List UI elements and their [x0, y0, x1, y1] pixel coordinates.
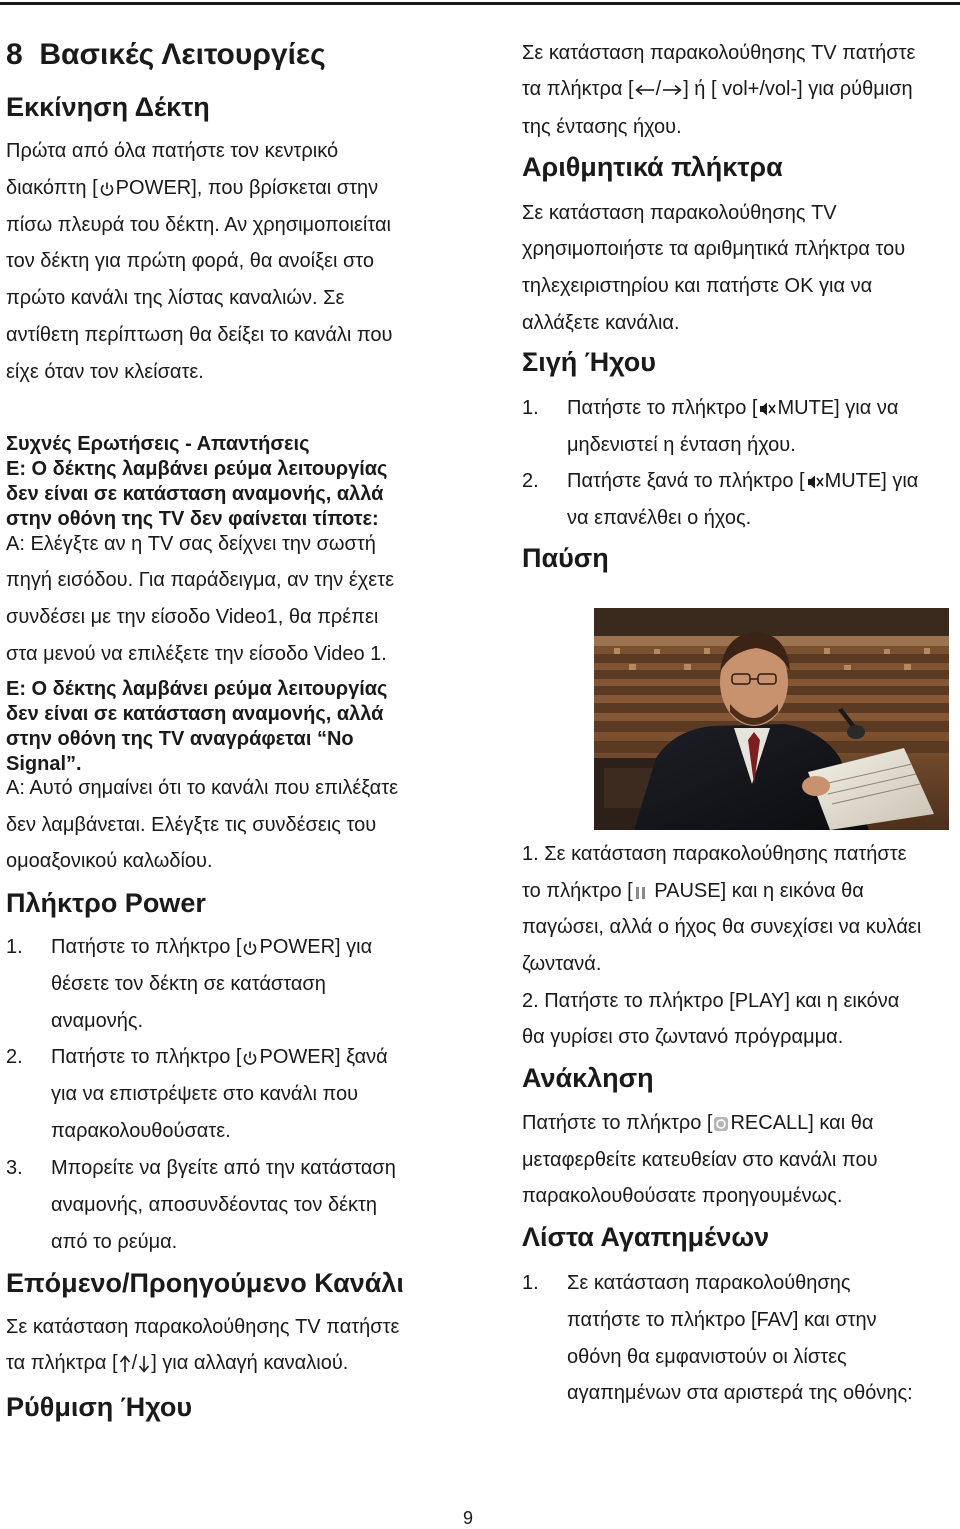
mute-item-2-line-2: να επανέλθει ο ήχος.	[567, 507, 752, 529]
faq-q1-line-3: στην οθόνη της TV δεν φαίνεται τίποτε:	[6, 508, 379, 530]
power-heading: Πλήκτρο Power	[6, 888, 206, 918]
recall-icon	[713, 1116, 729, 1132]
faq-q2-line-3: στην οθόνη της TV αναγράφεται “No	[6, 728, 354, 750]
startup-heading: Εκκίνηση Δέκτη	[6, 92, 210, 122]
numeric-line-4: αλλάξετε κανάλια.	[522, 312, 680, 334]
numeric-line-2: χρησιμοποιήστε τα αριθμητικά πλήκτρα του	[522, 238, 906, 260]
faq-a1-line-2: πηγή εισόδου. Για παράδειγμα, αν την έχετε	[6, 569, 395, 591]
power-icon	[99, 181, 115, 197]
power-item-1-line-2: θέσετε τον δέκτη σε κατάσταση	[51, 973, 326, 995]
power-item-3-line-3: από το ρεύμα.	[51, 1231, 178, 1253]
faq-title: Συχνές Ερωτήσεις - Απαντήσεις	[6, 433, 310, 455]
mute-heading: Σιγή Ήχου	[522, 347, 656, 377]
recall-line-2: μεταφερθείτε κατευθείαν στο κανάλι που	[522, 1149, 878, 1171]
volume-line-2-slash: /	[655, 78, 662, 100]
pause-line-6: θα γυρίσει στο ζωντανό πρόγραμμα.	[522, 1026, 844, 1048]
mute-item-1-line-1	[567, 397, 898, 420]
volume-line-2-pre: τα πλήκτρα [	[522, 78, 634, 100]
faq-q2-line-4: Signal”.	[6, 753, 82, 775]
right-arrow-icon	[662, 84, 682, 96]
mute-icon	[806, 474, 824, 490]
pause-line-2-pre: το πλήκτρο [	[522, 880, 633, 902]
power-item-2-line-3: παρακολουθούσατε.	[51, 1120, 231, 1142]
volume-line-1: Σε κατάσταση παρακολούθησης TV πατήστε	[522, 42, 916, 64]
mute-item-2-post: MUTE] για	[824, 470, 919, 492]
faq-a2-line-1: Α: Αυτό σημαίνει ότι το κανάλι που επιλέξατε	[6, 777, 399, 799]
recall-line-1	[522, 1112, 873, 1135]
recall-heading: Ανάκληση	[522, 1063, 654, 1093]
next-prev-line-2-post: ] για αλλαγή καναλιού.	[151, 1352, 349, 1374]
power-item-1-line-3: αναμονής.	[51, 1010, 144, 1032]
down-arrow-icon	[138, 1355, 150, 1373]
tv-screenshot-photo	[594, 608, 949, 830]
power-item-2-num: 2.	[6, 1046, 23, 1068]
next-prev-line-2	[6, 1352, 348, 1375]
left-arrow-icon	[635, 84, 655, 96]
faq-q1-line-2: δεν είναι σε κατάσταση αναμονής, αλλά	[6, 483, 384, 505]
volume-line-3: της έντασης ήχου.	[522, 116, 682, 138]
favorites-line-4: αγαπημένων στα αριστερά της οθόνης:	[567, 1382, 913, 1404]
up-arrow-icon	[119, 1355, 131, 1373]
numeric-line-3: τηλεχειριστηρίου και πατήστε OK για να	[522, 275, 873, 297]
numeric-heading: Αριθμητικά πλήκτρα	[522, 152, 783, 182]
pause-line-2-post: PAUSE] και η εικόνα θα	[648, 880, 864, 902]
recall-line-3: παρακολουθούσατε προηγουμένως.	[522, 1185, 843, 1207]
volume-heading: Ρύθμιση Ήχου	[6, 1392, 193, 1422]
faq-a2-line-2: δεν λαμβάνεται. Ελέγξτε τις συνδέσεις του	[6, 814, 377, 836]
favorites-item-1-num: 1.	[522, 1272, 539, 1294]
pause-line-3: παγώσει, αλλά ο ήχος θα συνεχίσει να κυλάει	[522, 916, 922, 938]
power-icon	[242, 940, 258, 956]
power-item-1-line-1	[51, 936, 372, 959]
startup-line-5: πρώτο κανάλι της λίστας καναλιών. Σε	[6, 287, 345, 309]
mute-item-1-num: 1.	[522, 397, 539, 419]
recall-line-1-post: RECALL] και θα	[730, 1112, 874, 1134]
section-heading	[6, 38, 326, 72]
pause-line-5: 2. Πατήστε το πλήκτρο [PLAY] και η εικόνα	[522, 990, 900, 1012]
faq-a1-line-3: συνδέσει με την είσοδο Video1, θα πρέπει	[6, 606, 379, 628]
faq-q2-line-1: Ε: Ο δέκτης λαμβάνει ρεύμα λειτουργίας	[6, 678, 388, 700]
numeric-line-1: Σε κατάσταση παρακολούθησης TV	[522, 202, 837, 224]
startup-line-3: πίσω πλευρά του δέκτη. Αν χρησιμοποιείται	[6, 214, 391, 236]
power-item-3-line-2: αναμονής, αποσυνδέοντας τον δέκτη	[51, 1194, 378, 1216]
faq-q1-line-1: Ε: Ο δέκτης λαμβάνει ρεύμα λειτουργίας	[6, 458, 388, 480]
next-prev-line-1: Σε κατάσταση παρακολούθησης TV πατήστε	[6, 1316, 400, 1338]
volume-line-2	[522, 78, 913, 101]
faq-a2-line-3: ομοαξονικού καλωδίου.	[6, 850, 213, 872]
power-item-1-post: POWER] για	[259, 936, 373, 958]
startup-line-6: αντίθετη περίπτωση θα δείξει το κανάλι που	[6, 324, 393, 346]
page-number: 9	[463, 1508, 474, 1528]
favorites-line-3: οθόνη θα εμφανιστούν οι λίστες	[567, 1346, 847, 1368]
parliament-speaker-image	[594, 608, 949, 830]
startup-line-2a: διακόπτη [	[6, 177, 98, 199]
next-prev-line-2-slash: /	[131, 1352, 138, 1374]
pause-icon	[634, 883, 648, 901]
power-item-2-post: POWER] ξανά	[259, 1046, 388, 1068]
favorites-heading: Λίστα Αγαπημένων	[522, 1222, 770, 1252]
mute-item-1-pre: Πατήστε το πλήκτρο [	[567, 397, 758, 419]
recall-line-1-pre: Πατήστε το πλήκτρο [	[522, 1112, 713, 1134]
favorites-line-1: Σε κατάσταση παρακολούθησης	[567, 1272, 851, 1294]
faq-a1-line-1: Α: Ελέγξτε αν η TV σας δείχνει την σωστή	[6, 533, 376, 555]
power-icon	[242, 1050, 258, 1066]
power-item-2-pre: Πατήστε το πλήκτρο [	[51, 1046, 242, 1068]
startup-line-1: Πρώτα από όλα πατήστε τον κεντρικό	[6, 140, 339, 162]
favorites-line-2: πατήστε το πλήκτρο [FAV] και στην	[567, 1309, 877, 1331]
power-item-1-pre: Πατήστε το πλήκτρο [	[51, 936, 242, 958]
power-item-3-num: 3.	[6, 1157, 23, 1179]
power-item-2-line-1	[51, 1046, 388, 1069]
pause-line-1: 1. Σε κατάσταση παρακολούθησης πατήστε	[522, 843, 907, 865]
mute-item-2-pre: Πατήστε ξανά το πλήκτρο [	[567, 470, 805, 492]
mute-icon	[758, 401, 776, 417]
top-rule	[0, 2, 960, 5]
next-prev-heading: Επόμενο/Προηγούμενο Κανάλι	[6, 1268, 404, 1298]
startup-line-7: είχε όταν τον κλείσατε.	[6, 361, 204, 383]
section-number: 8	[6, 38, 23, 71]
power-item-3-line-1: Μπορείτε να βγείτε από την κατάσταση	[51, 1157, 396, 1179]
startup-line-4: τον δέκτη για πρώτη φορά, θα ανοίξει στο	[6, 250, 375, 272]
mute-item-1-post: MUTE] για να	[777, 397, 899, 419]
faq-a1-line-4: στα μενού να επιλέξετε την είσοδο Video 1.	[6, 643, 387, 665]
power-item-1-num: 1.	[6, 936, 23, 958]
pause-heading: Παύση	[522, 543, 609, 573]
volume-line-2-post: ] ή [ vol+/vol-] για ρύθμιση	[683, 78, 913, 100]
mute-item-2-num: 2.	[522, 470, 539, 492]
mute-item-2-line-1	[567, 470, 918, 493]
next-prev-line-2-pre: τα πλήκτρα [	[6, 1352, 118, 1374]
mute-item-1-line-2: μηδενιστεί η ένταση ήχου.	[567, 434, 796, 456]
faq-q2-line-2: δεν είναι σε κατάσταση αναμονής, αλλά	[6, 703, 384, 725]
startup-line-2b: POWER], που βρίσκεται στην	[115, 177, 379, 199]
startup-line-2	[6, 177, 378, 200]
section-title: Βασικές Λειτουργίες	[39, 38, 326, 71]
pause-line-2	[522, 880, 864, 903]
pause-line-4: ζωντανά.	[522, 953, 602, 975]
power-item-2-line-2: για να επιστρέψετε στο κανάλι που	[51, 1083, 359, 1105]
